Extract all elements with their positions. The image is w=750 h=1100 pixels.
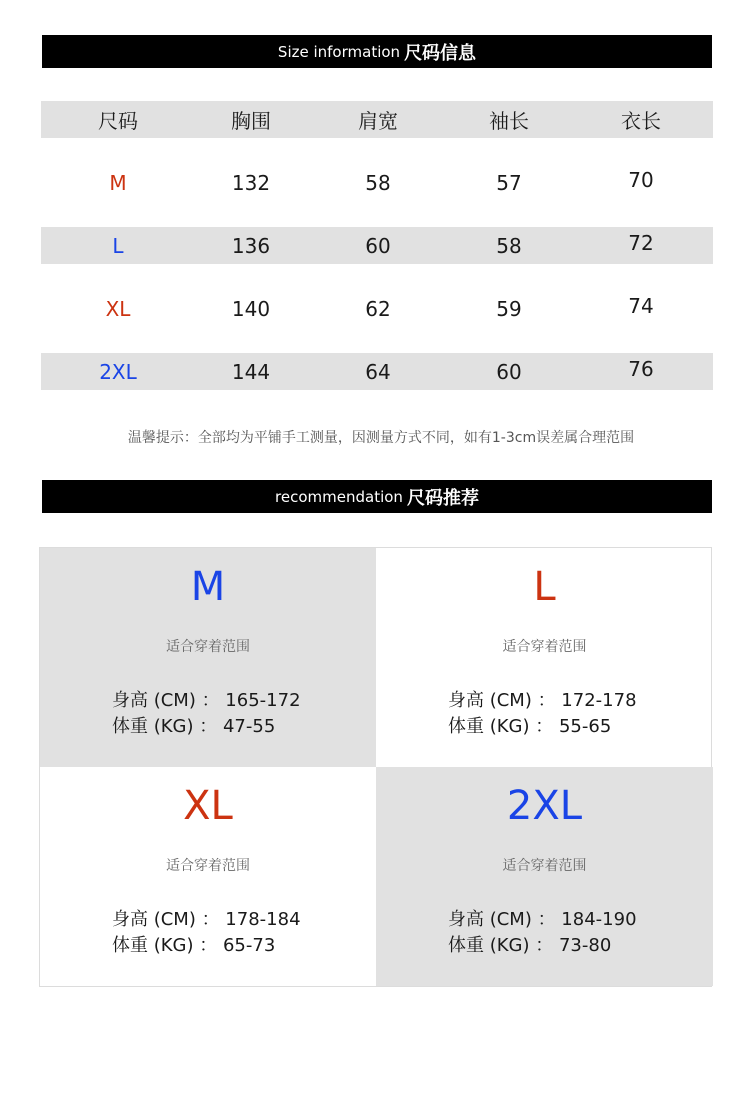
recommendation-title-cn: 尺码推荐 — [406, 487, 479, 509]
row-size: 2XL — [99, 359, 137, 384]
table-row — [41, 227, 713, 264]
table-row — [41, 353, 713, 390]
card-weight-range: 体重 (KG) ： 65-73 — [112, 935, 276, 956]
recommend-card-l — [376, 548, 713, 767]
card-height-range: 身高 (CM) ： 184-190 — [448, 909, 637, 930]
row-sleeve: 57 — [496, 170, 522, 195]
card-fit-label: 适合穿着范围 — [166, 858, 250, 874]
card-height-range: 身高 (CM) ： 178-184 — [112, 909, 301, 930]
header-shoulder: 肩宽 — [358, 109, 398, 133]
row-chest: 144 — [231, 359, 271, 384]
row-sleeve: 60 — [496, 359, 522, 384]
size-table — [41, 101, 713, 390]
row-length: 74 — [628, 293, 654, 318]
header-length: 衣长 — [621, 109, 661, 133]
row-shoulder: 60 — [365, 233, 391, 258]
card-size-label: L — [533, 564, 556, 610]
card-size-label: XL — [183, 783, 233, 829]
row-chest: 132 — [231, 170, 271, 195]
row-size: XL — [105, 296, 131, 321]
header-size: 尺码 — [98, 109, 138, 133]
row-size: L — [112, 233, 124, 258]
card-height-range: 身高 (CM) ： 165-172 — [112, 690, 301, 711]
header-chest: 胸围 — [231, 109, 271, 133]
table-row — [41, 290, 713, 327]
row-length: 70 — [628, 167, 654, 192]
table-row — [41, 164, 713, 201]
row-shoulder: 58 — [365, 170, 391, 195]
row-shoulder: 64 — [365, 359, 391, 384]
row-size: M — [109, 170, 127, 195]
recommendation-banner — [42, 480, 712, 513]
row-shoulder: 62 — [365, 296, 391, 321]
row-length: 72 — [628, 230, 654, 255]
card-weight-range: 体重 (KG) ： 47-55 — [112, 716, 276, 737]
recommend-card-xl — [40, 767, 376, 986]
row-chest: 136 — [231, 233, 271, 258]
recommend-card-2xl — [376, 767, 713, 986]
row-length: 76 — [628, 356, 654, 381]
recommendation-title-en: recommendation — [275, 487, 403, 506]
card-height-range: 身高 (CM) ： 172-178 — [448, 690, 637, 711]
card-fit-label: 适合穿着范围 — [502, 639, 587, 655]
size-info-title-cn: 尺码信息 — [404, 42, 477, 64]
size-info-title-en: Size information — [277, 42, 401, 61]
card-weight-range: 体重 (KG) ： 73-80 — [448, 935, 612, 956]
row-sleeve: 59 — [496, 296, 522, 321]
recommend-card-m — [40, 548, 376, 767]
card-weight-range: 体重 (KG) ： 55-65 — [448, 716, 612, 737]
recommendation-grid — [39, 547, 712, 987]
header-sleeve: 袖长 — [489, 109, 529, 133]
measurement-note: 温馨提示：全部均为平铺手工测量，因测量方式不同，如有1-3cm误差属合理范围 — [127, 430, 635, 446]
card-size-label: 2XL — [506, 783, 583, 829]
card-size-label: M — [190, 564, 226, 610]
card-fit-label: 适合穿着范围 — [166, 639, 250, 655]
row-chest: 140 — [231, 296, 271, 321]
row-sleeve: 58 — [496, 233, 522, 258]
size-info-banner — [42, 35, 712, 68]
table-header-row — [41, 101, 713, 138]
card-fit-label: 适合穿着范围 — [502, 858, 587, 874]
